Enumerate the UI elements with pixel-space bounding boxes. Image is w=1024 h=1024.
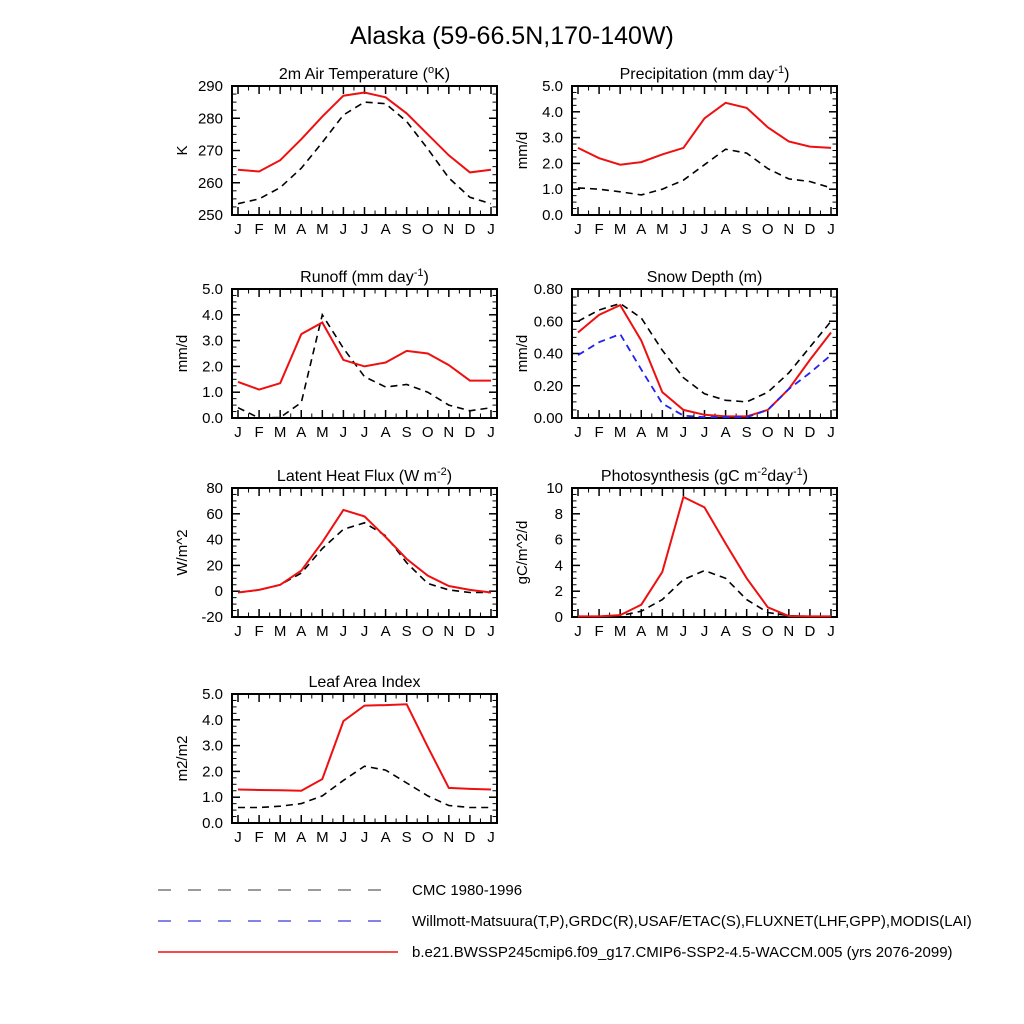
panel-precipitation-month-label: J (700, 221, 709, 238)
panel-leaf-area-index-ytick-label: 1.0 (202, 789, 223, 807)
panel-precipitation-ytick-label: 0.0 (542, 207, 563, 224)
panel-snow-depth (514, 269, 837, 441)
panel-air-temperature-month-label: S (401, 221, 412, 238)
panel-precipitation-month-label: J (679, 221, 688, 238)
panel-precipitation-month-label: D (804, 221, 816, 238)
panel-photosynthesis-title: Photosynthesis (gC $m^{-2}day^{-1}$) (600, 466, 809, 485)
legend-label-1: Willmott-Matsuura(T,P),GRDC(R),USAF/ETAC(S),FLUXNET(LHF,GPP),MODIS(LAI) (412, 912, 972, 930)
panel-runoff-month-label: A (296, 424, 307, 441)
panel-precipitation-month-label: A (636, 221, 647, 238)
legend-row-2 (158, 944, 953, 960)
panel-photosynthesis-month-label: D (804, 623, 816, 640)
panel-latent-heat-flux-ytick-label: -20 (201, 609, 223, 626)
panel-precipitation-ytick-label: 2.0 (542, 155, 563, 173)
panel-air-temperature-ytick-label: 280 (197, 110, 223, 128)
panel-air-temperature-month-label: A (380, 221, 391, 238)
panel-runoff-month-label: O (421, 424, 434, 441)
panel-leaf-area-index-ylabel: m2/m2 (174, 735, 191, 782)
panel-photosynthesis-month-label: F (594, 623, 604, 640)
panel-leaf-area-index-frame (232, 694, 497, 823)
panel-precipitation-month-label: N (783, 221, 795, 238)
panel-snow-depth-month-label: D (804, 424, 816, 441)
panel-leaf-area-index-month-label: O (421, 829, 434, 846)
panel-air-temperature-series-obs-dashed (238, 102, 491, 204)
legend-row-1 (158, 913, 972, 929)
panel-leaf-area-index-ytick-label: 4.0 (202, 711, 223, 729)
panel-latent-heat-flux-month-label: N (443, 623, 455, 640)
panel-air-temperature-ytick-label: 250 (197, 207, 223, 224)
figure-title: Alaska (59-66.5N,170-140W) (350, 22, 674, 50)
panel-latent-heat-flux-ytick-label: 80 (206, 480, 223, 497)
panel-photosynthesis-month-label: M (613, 623, 627, 640)
panel-air-temperature-month-label: J (234, 221, 242, 238)
panel-air-temperature-title: 2m Air Temperature ($^o$K) (278, 64, 451, 83)
panel-latent-heat-flux-ytick-label: 0 (214, 583, 223, 601)
panel-latent-heat-flux-frame (232, 488, 497, 617)
panel-runoff-frame (232, 289, 497, 418)
panel-runoff-month-label: A (380, 424, 391, 441)
panel-latent-heat-flux-month-label: D (464, 623, 476, 640)
panel-leaf-area-index-month-label: M (316, 829, 329, 846)
panel-snow-depth-month-label: J (574, 424, 582, 441)
panel-runoff-ytick-label: 4.0 (202, 306, 223, 324)
panel-latent-heat-flux-month-label: A (296, 623, 307, 640)
panel-runoff-month-label: M (316, 424, 329, 441)
panel-runoff-ytick-label: 2.0 (202, 358, 223, 376)
panel-runoff-ytick-label: 5.0 (202, 281, 223, 298)
panel-leaf-area-index-month-label: A (296, 829, 307, 846)
panel-leaf-area-index-month-label: J (339, 829, 348, 846)
panel-runoff-month-label: J (487, 424, 495, 441)
panel-snow-depth-title: Snow Depth (m) (646, 269, 763, 286)
legend-line-sample-1 (158, 915, 398, 927)
panel-photosynthesis-ytick-label: 0 (554, 609, 563, 626)
panel-precipitation (514, 64, 837, 238)
panel-precipitation-month-label: F (594, 221, 604, 238)
panel-runoff (174, 267, 497, 441)
panel-runoff-ytick-label: 0.0 (202, 410, 223, 427)
panel-runoff-month-label: S (401, 424, 412, 441)
panel-snow-depth-month-label: M (656, 424, 669, 441)
panel-leaf-area-index-month-label: J (487, 829, 495, 846)
panel-photosynthesis-month-label: J (679, 623, 688, 640)
panel-runoff-month-label: N (443, 424, 455, 441)
panel-snow-depth-ytick-label: 0.00 (533, 410, 563, 427)
panel-air-temperature-ytick-label: 290 (197, 78, 223, 95)
panel-photosynthesis-ylabel: gC/m^2/d (514, 520, 531, 585)
panel-precipitation-month-label: A (720, 221, 731, 238)
panel-photosynthesis-month-label: J (827, 623, 835, 640)
panel-photosynthesis-ytick-label: 6 (554, 531, 563, 549)
panel-snow-depth-ytick-label: 0.80 (533, 281, 563, 298)
panel-photosynthesis-month-label: A (720, 623, 731, 640)
panel-snow-depth-month-label: J (700, 424, 709, 441)
panel-air-temperature-month-label: O (421, 221, 434, 238)
panel-latent-heat-flux-month-label: J (339, 623, 348, 640)
legend-label-0: CMC 1980-1996 (412, 881, 523, 899)
panel-air-temperature-month-label: J (487, 221, 495, 238)
panel-snow-depth-month-label: M (613, 424, 627, 441)
panel-snow-depth-series-obs-dashed (578, 304, 831, 402)
panel-precipitation-month-label: J (827, 221, 835, 238)
panel-photosynthesis-ytick-label: 10 (546, 480, 563, 497)
panel-air-temperature-month-label: M (316, 221, 329, 238)
panel-photosynthesis-month-label: M (656, 623, 669, 640)
panel-air-temperature-ytick-label: 260 (197, 174, 223, 192)
panel-precipitation-month-label: O (761, 221, 774, 238)
panel-air-temperature-month-label: J (360, 221, 369, 238)
panel-photosynthesis-month-label: A (636, 623, 647, 640)
panel-photosynthesis-month-label: N (783, 623, 795, 640)
panel-snow-depth-ytick-label: 0.40 (533, 345, 563, 363)
panel-precipitation-frame (572, 86, 837, 215)
panel-snow-depth-month-label: A (720, 424, 731, 441)
panel-snow-depth-ytick-label: 0.20 (533, 377, 563, 395)
panel-air-temperature-month-label: M (273, 221, 287, 238)
panel-leaf-area-index-month-label: J (234, 829, 242, 846)
panel-snow-depth-month-label: S (741, 424, 752, 441)
panel-leaf-area-index-ytick-label: 0.0 (202, 815, 223, 832)
panel-leaf-area-index-ytick-label: 2.0 (202, 763, 223, 781)
panel-photosynthesis-month-label: S (741, 623, 752, 640)
panel-latent-heat-flux-ytick-label: 40 (206, 531, 223, 549)
panel-leaf-area-index-month-label: J (360, 829, 369, 846)
panel-leaf-area-index-month-label: N (443, 829, 455, 846)
panel-precipitation-ytick-label: 4.0 (542, 103, 563, 121)
panel-runoff-ylabel: mm/d (174, 334, 191, 373)
panel-leaf-area-index-month-label: A (380, 829, 391, 846)
legend-line-sample-2 (158, 946, 398, 958)
panel-precipitation-month-label: M (613, 221, 627, 238)
panel-snow-depth-month-label: J (679, 424, 688, 441)
panel-latent-heat-flux-month-label: M (316, 623, 329, 640)
panel-runoff-month-label: J (339, 424, 348, 441)
panel-latent-heat-flux-title: Latent Heat Flux (W $m^{-2}$) (276, 466, 453, 485)
panel-leaf-area-index-series-model-solid (238, 704, 491, 791)
panel-photosynthesis-month-label: J (700, 623, 709, 640)
panel-precipitation-month-label: M (656, 221, 669, 238)
panel-latent-heat-flux-month-label: J (487, 623, 495, 640)
panel-air-temperature-month-label: N (443, 221, 455, 238)
panel-snow-depth-month-label: F (594, 424, 604, 441)
panel-latent-heat-flux-ytick-label: 20 (206, 557, 223, 575)
panel-leaf-area-index-title: Leaf Area Index (308, 674, 421, 691)
panel-air-temperature-ylabel: K (174, 145, 191, 156)
panel-snow-depth-month-label: N (783, 424, 795, 441)
panel-leaf-area-index-month-label: D (464, 829, 476, 846)
panel-photosynthesis (514, 466, 837, 640)
panel-latent-heat-flux-month-label: F (254, 623, 264, 640)
legend-row-0 (158, 882, 522, 898)
panel-air-temperature-month-label: A (296, 221, 307, 238)
panel-latent-heat-flux-month-label: J (234, 623, 242, 640)
panel-runoff-month-label: D (464, 424, 476, 441)
panel-runoff-series-model-solid (238, 323, 491, 390)
panel-latent-heat-flux-month-label: M (273, 623, 287, 640)
panel-latent-heat-flux (174, 466, 497, 640)
panel-leaf-area-index-ytick-label: 5.0 (202, 686, 223, 703)
panel-air-temperature (174, 64, 497, 238)
panel-snow-depth-month-label: O (761, 424, 774, 441)
panel-latent-heat-flux-ytick-label: 60 (206, 505, 223, 523)
panel-precipitation-month-label: S (741, 221, 752, 238)
panel-runoff-ytick-label: 3.0 (202, 332, 223, 350)
panel-precipitation-ylabel: mm/d (514, 131, 531, 170)
panel-leaf-area-index (174, 674, 497, 846)
panel-snow-depth-month-label: A (636, 424, 647, 441)
panel-photosynthesis-series-model-solid (578, 497, 831, 616)
panel-runoff-month-label: M (273, 424, 287, 441)
panel-air-temperature-series-model-solid (238, 93, 491, 173)
panel-photosynthesis-ytick-label: 4 (554, 557, 563, 575)
panel-runoff-month-label: J (360, 424, 369, 441)
panel-leaf-area-index-series-obs-dashed (238, 766, 491, 807)
panel-air-temperature-frame (232, 86, 497, 215)
panel-snow-depth-series-model-solid (578, 305, 831, 416)
panel-leaf-area-index-ytick-label: 3.0 (202, 737, 223, 755)
panel-precipitation-ytick-label: 1.0 (542, 181, 563, 199)
panel-runoff-month-label: F (254, 424, 264, 441)
panel-photosynthesis-ytick-label: 2 (554, 583, 563, 601)
panel-photosynthesis-ytick-label: 8 (554, 505, 563, 523)
panel-precipitation-month-label: J (574, 221, 582, 238)
panel-snow-depth-ytick-label: 0.60 (533, 313, 563, 331)
panel-latent-heat-flux-ylabel: W/m^2 (174, 529, 191, 576)
panel-runoff-ytick-label: 1.0 (202, 384, 223, 402)
panel-latent-heat-flux-month-label: O (421, 623, 434, 640)
panel-latent-heat-flux-month-label: A (380, 623, 391, 640)
panel-precipitation-series-obs-dashed (578, 149, 831, 195)
panel-runoff-title: Runoff (mm day$^{-1}$) (300, 267, 429, 286)
panel-runoff-month-label: J (234, 424, 242, 441)
panel-snow-depth-ylabel: mm/d (514, 334, 531, 373)
legend-line-sample-0 (158, 884, 398, 896)
panel-leaf-area-index-month-label: F (254, 829, 264, 846)
panel-snow-depth-series-obs2-dashed (578, 334, 831, 417)
panel-leaf-area-index-month-label: M (273, 829, 287, 846)
panel-precipitation-ytick-label: 5.0 (542, 78, 563, 95)
panel-air-temperature-month-label: F (254, 221, 264, 238)
panel-latent-heat-flux-month-label: S (401, 623, 412, 640)
panel-latent-heat-flux-month-label: J (360, 623, 369, 640)
panel-leaf-area-index-month-label: S (401, 829, 412, 846)
legend-label-2: b.e21.BWSSP245cmip6.f09_g17.CMIP6-SSP2-4.5-WACCM.005 (yrs 2076-2099) (412, 943, 953, 961)
panel-latent-heat-flux-series-obs-dashed (238, 523, 491, 593)
panel-photosynthesis-month-label: O (761, 623, 774, 640)
panel-air-temperature-ytick-label: 270 (197, 142, 223, 160)
panel-precipitation-series-model-solid (578, 103, 831, 165)
panel-photosynthesis-month-label: J (574, 623, 582, 640)
panel-snow-depth-month-label: J (827, 424, 835, 441)
panel-air-temperature-month-label: J (339, 221, 348, 238)
panel-precipitation-title: Precipitation (mm day$^{-1}$) (619, 64, 790, 83)
panel-air-temperature-month-label: D (464, 221, 476, 238)
panel-precipitation-ytick-label: 3.0 (542, 129, 563, 147)
